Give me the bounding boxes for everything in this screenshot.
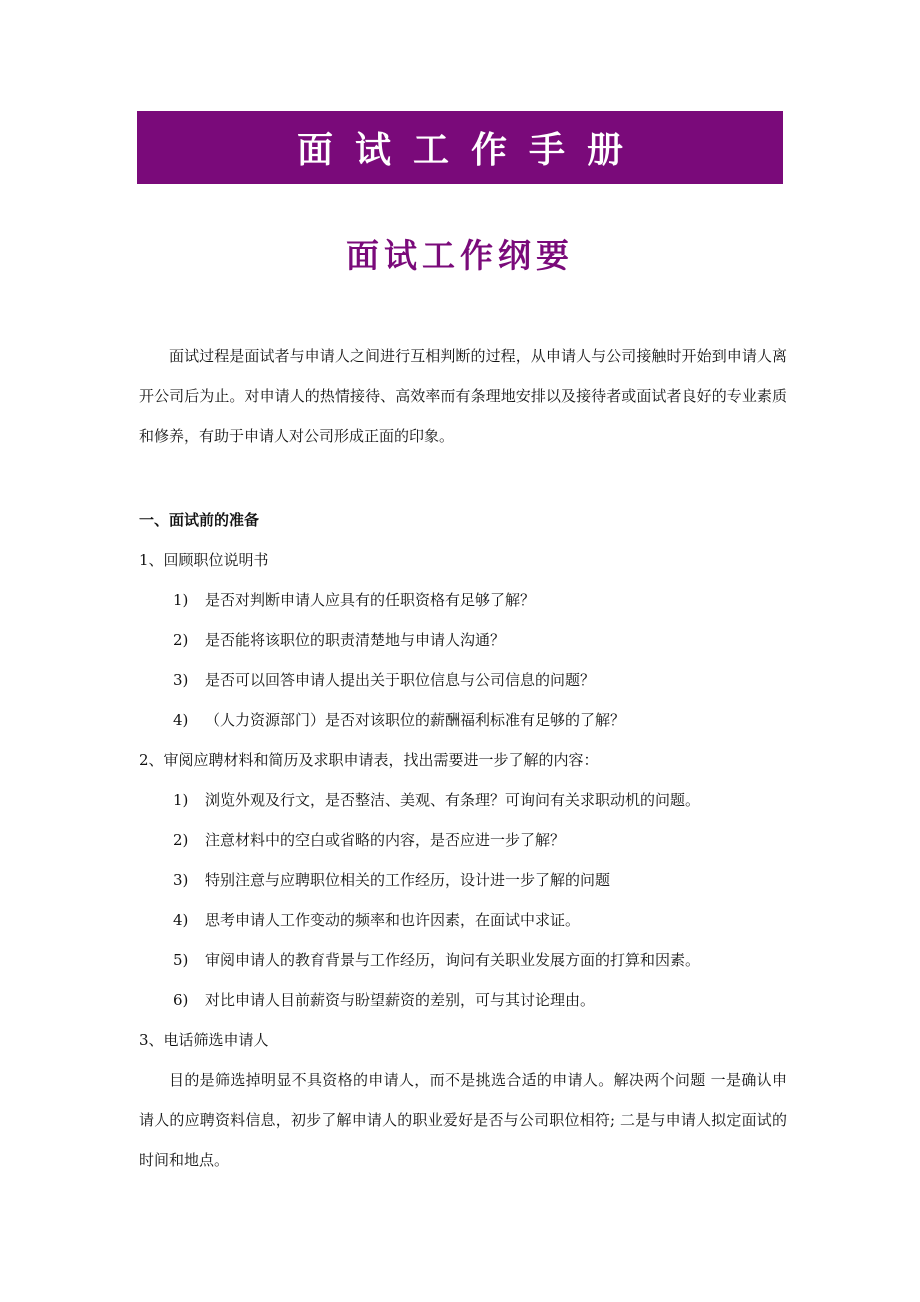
list-item (139, 700, 787, 740)
list-item-text: 浏览外观及行文，是否整洁、美观、有条理？可询问有关求职动机的问题。 (205, 791, 701, 809)
subsection-heading-review-job-description: 1、回顾职位说明书 (139, 551, 269, 569)
list-item-text: 是否能将该职位的职责清楚地与申请人沟通？ (205, 631, 506, 649)
list-item-text: 是否对判断申请人应具有的任职资格有足够了解？ (205, 591, 536, 609)
list-item (139, 780, 787, 820)
list-item-number: 2) (173, 631, 189, 649)
list-item (139, 860, 787, 900)
list-item-number: 1) (173, 791, 189, 809)
title-banner (137, 111, 783, 184)
document-subtitle: 面试工作纲要 (346, 236, 574, 275)
list-item-number: 3) (173, 871, 189, 889)
list-item (139, 620, 787, 660)
document-title: 面试工作手册 (296, 130, 645, 171)
phone-screening-paragraph: 目的是筛选掉明显不具资格的申请人，而不是挑选合适的申请人。解决两个问题 一是确认申请人的应聘资料信息，初步了解申请人的职业爱好是否与公司职位相符; 二是与申请人拟定面试的时间和地点。 (139, 1071, 787, 1169)
intro-paragraph: 面试过程是面试者与申请人之间进行互相判断的过程，从申请人与公司接触时开始到申请人离开公司后为止。对申请人的热情接待、高效率而有条理地安排以及接待者或面试者良好的专业素质和修养，有助于申请人对公司形成正面的印象。 (139, 347, 787, 445)
subsection-heading-review-materials: 2、审阅应聘材料和简历及求职申请表，找出需要进一步了解的内容： (139, 751, 599, 769)
list-item-text: 思考申请人工作变动的频率和也许因素，在面试中求证。 (205, 911, 581, 929)
list-item-text: 是否可以回答申请人提出关于职位信息与公司信息的问题？ (205, 671, 596, 689)
list-item-number: 5) (173, 951, 189, 969)
list-item-number: 4) (173, 911, 189, 929)
list-item-number: 4) (173, 711, 189, 729)
list-item (139, 820, 787, 860)
list-item-text: 注意材料中的空白或省略的内容，是否应进一步了解？ (205, 831, 566, 849)
list-item-number: 1) (173, 591, 189, 609)
list-item-number: 2) (173, 831, 189, 849)
list-item (139, 660, 787, 700)
subsection-heading-phone-screening: 3、电话筛选申请人 (139, 1031, 269, 1049)
list-item-text: 特别注意与应聘职位相关的工作经历，设计进一步了解的问题 (205, 871, 611, 889)
list-item-number: 3) (173, 671, 189, 689)
list-item-text: 审阅申请人的教育背景与工作经历，询问有关职业发展方面的打算和因素。 (205, 951, 701, 969)
list-item (139, 980, 787, 1020)
list-item-text: 对比申请人目前薪资与盼望薪资的差别，可与其讨论理由。 (205, 991, 596, 1009)
document-body (139, 336, 787, 1180)
list-item-text: （人力资源部门）是否对该职位的薪酬福利标准有足够的了解？ (205, 711, 626, 729)
section-heading-preparation: 一、面试前的准备 (139, 511, 260, 529)
list-item (139, 900, 787, 940)
list-item-number: 6) (173, 991, 189, 1009)
list-item (139, 580, 787, 620)
list-item (139, 940, 787, 980)
